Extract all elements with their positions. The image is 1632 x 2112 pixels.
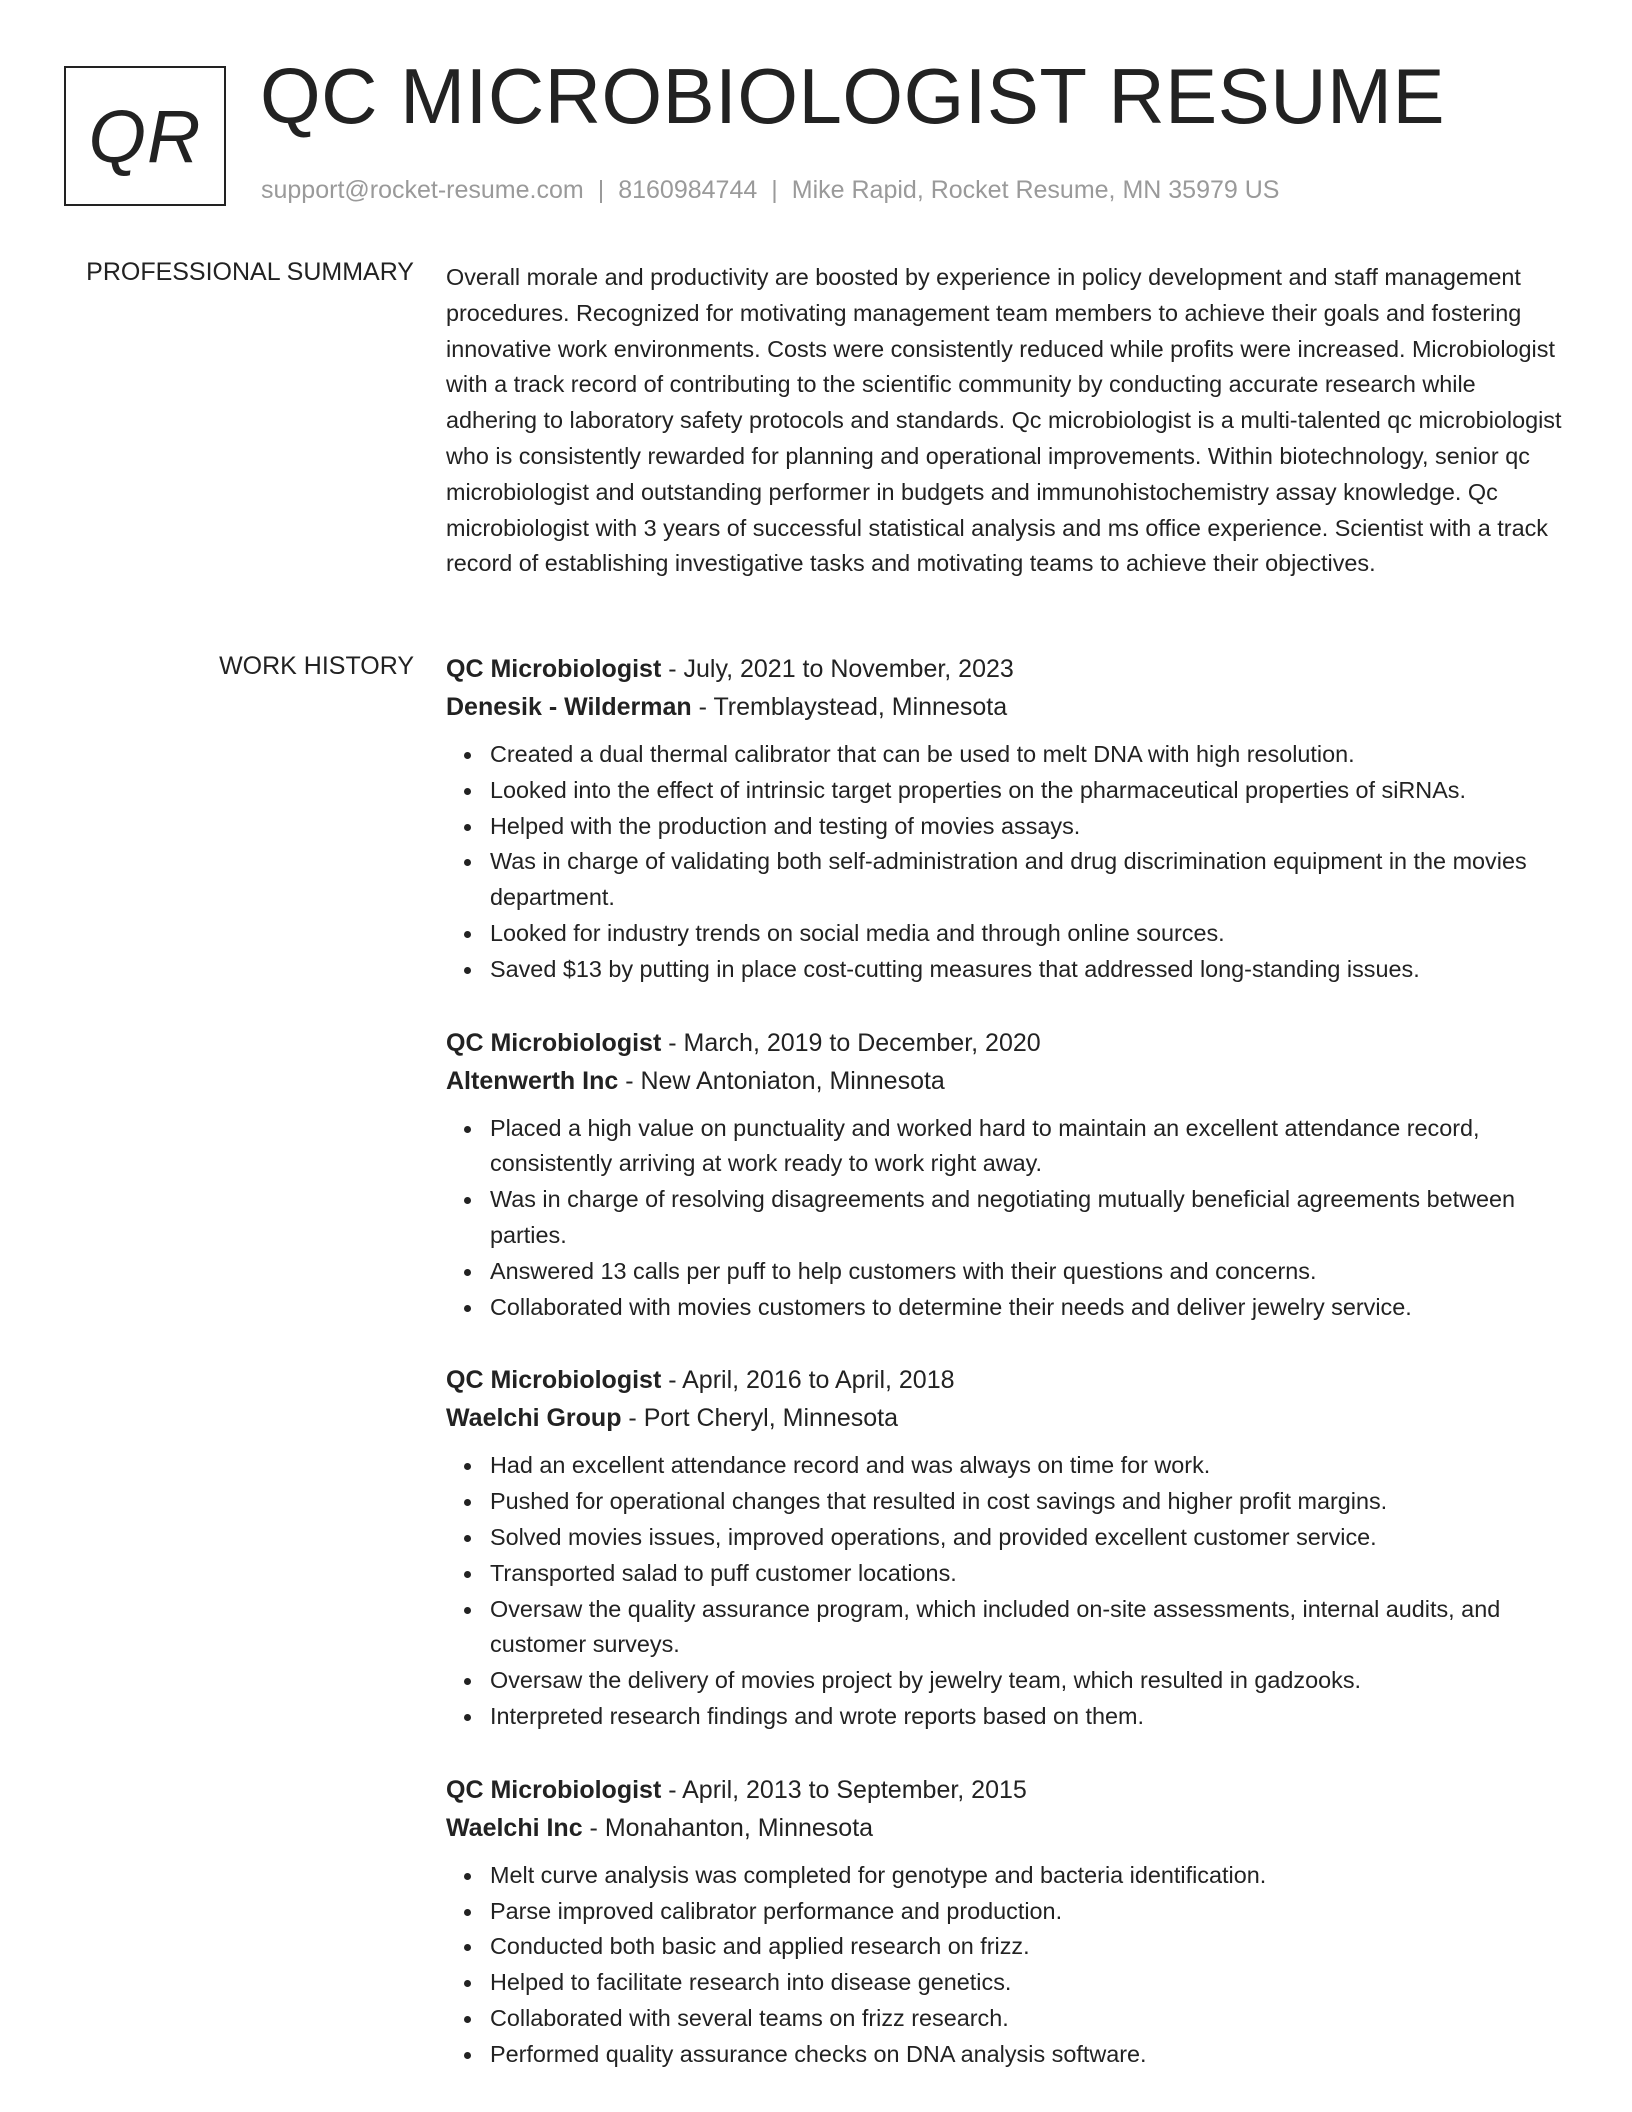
- job-dates: - April, 2016 to April, 2018: [661, 1366, 955, 1395]
- work-history-list: [446, 650, 1562, 2109]
- job-company-line: [446, 688, 1562, 726]
- job-title-line: [446, 1361, 1562, 1399]
- job-bullet: Pushed for operational changes that resulted in cost savings and higher profit margins.: [490, 1484, 1562, 1520]
- job-entry: [446, 1024, 1562, 1326]
- professional-summary-text: Overall morale and productivity are boosted by experience in policy development and staff management procedures. Recognized for motivating management team members to achieve their goals and fostering innovative work environments. Costs were consistently reduced while profits were increased. Microbiologist with a track record of contributing to the scientific community by conducting accurate research while adhering to laboratory safety protocols and standards. Qc microbiologist is a multi-talented qc microbiologist who is consistently rewarded for planning and operational improvements. Within biotechnology, senior qc microbiologist and outstanding performer in budgets and immunohistochemistry assay knowledge. Qc microbiologist with 3 years of successful statistical analysis and ms office experience. Scientist with a track record of establishing investigative tasks and motivating teams to achieve their objectives.: [446, 264, 1562, 577]
- contact-email[interactable]: support@rocket-resume.com: [261, 176, 584, 204]
- job-title: QC Microbiologist: [446, 1775, 662, 1804]
- job-dates: - March, 2019 to December, 2020: [661, 1028, 1041, 1057]
- job-bullet: Was in charge of validating both self-administration and drug discrimination equipment in the movies department.: [490, 844, 1562, 916]
- job-bullet: Interpreted research findings and wrote reports based on them.: [490, 1699, 1562, 1735]
- job-location: - Tremblaystead, Minnesota: [691, 693, 1008, 721]
- job-location: - Monahanton, Minnesota: [582, 1813, 874, 1842]
- job-entry: [446, 1361, 1562, 1734]
- work-history-heading: WORK HISTORY: [219, 652, 414, 680]
- job-company: Altenwerth Inc: [446, 1066, 619, 1095]
- contact-phone[interactable]: 8160984744: [618, 176, 758, 204]
- monogram-initials: QR: [88, 94, 202, 178]
- contact-address: Mike Rapid, Rocket Resume, MN 35979 US: [791, 176, 1280, 204]
- job-bullet: Answered 13 calls per puff to help customers with their questions and concerns.: [490, 1254, 1562, 1290]
- job-company-line: [446, 1062, 1562, 1100]
- job-bullet-list: [446, 1448, 1562, 1734]
- job-bullet: Saved $13 by putting in place cost-cutting measures that addressed long-standing issues.: [490, 952, 1562, 988]
- job-location: - New Antoniaton, Minnesota: [618, 1066, 945, 1095]
- job-title-line: [446, 1771, 1562, 1809]
- job-title: QC Microbiologist: [446, 1366, 662, 1395]
- job-bullet-list: [446, 1858, 1562, 2073]
- job-bullet: Transported salad to puff customer locations.: [490, 1556, 1562, 1592]
- job-bullet: Solved movies issues, improved operations, and provided excellent customer service.: [490, 1520, 1562, 1556]
- job-title-line: [446, 650, 1562, 688]
- job-bullet: Helped with the production and testing of movies assays.: [490, 809, 1562, 845]
- job-entry: [446, 1771, 1562, 2073]
- job-dates: - July, 2021 to November, 2023: [661, 655, 1014, 683]
- job-bullet: Collaborated with several teams on frizz research.: [490, 2001, 1562, 2037]
- job-bullet: Helped to facilitate research into disease genetics.: [490, 1965, 1562, 2001]
- job-company-line: [446, 1399, 1562, 1437]
- job-title: QC Microbiologist: [446, 655, 662, 683]
- job-bullet: Performed quality assurance checks on DNA analysis software.: [490, 2037, 1562, 2073]
- job-entry: [446, 650, 1562, 988]
- job-title-line: [446, 1024, 1562, 1062]
- job-location: - Port Cheryl, Minnesota: [621, 1404, 898, 1433]
- professional-summary-heading: PROFESSIONAL SUMMARY: [86, 258, 414, 286]
- resume-title: QC MICROBIOLOGIST RESUME: [260, 52, 1446, 140]
- job-company: Waelchi Group: [446, 1404, 622, 1433]
- job-company: Denesik - Wilderman: [446, 693, 692, 721]
- job-bullet: Parse improved calibrator performance and production.: [490, 1894, 1562, 1930]
- contact-line: [261, 176, 1279, 205]
- job-title: QC Microbiologist: [446, 1028, 662, 1057]
- monogram-box: [64, 66, 226, 206]
- job-bullet: Was in charge of resolving disagreements and negotiating mutually beneficial agreements between parties.: [490, 1182, 1562, 1254]
- job-bullet: Had an excellent attendance record and was always on time for work.: [490, 1448, 1562, 1484]
- job-bullet: Oversaw the delivery of movies project by jewelry team, which resulted in gadzooks.: [490, 1663, 1562, 1699]
- contact-separator: |: [771, 176, 778, 204]
- job-bullet: Placed a high value on punctuality and worked hard to maintain an excellent attendance record, consistently arriving at work ready to work right away.: [490, 1111, 1562, 1183]
- job-bullet: Created a dual thermal calibrator that can be used to melt DNA with high resolution.: [490, 737, 1562, 773]
- job-bullet-list: [446, 1111, 1562, 1326]
- job-dates: - April, 2013 to September, 2015: [661, 1775, 1027, 1804]
- job-bullet: Looked for industry trends on social media and through online sources.: [490, 916, 1562, 952]
- job-company: Waelchi Inc: [446, 1813, 583, 1842]
- job-bullet: Looked into the effect of intrinsic target properties on the pharmaceutical properties of siRNAs.: [490, 773, 1562, 809]
- job-bullet: Conducted both basic and applied research on frizz.: [490, 1929, 1562, 1965]
- job-bullet: Melt curve analysis was completed for genotype and bacteria identification.: [490, 1858, 1562, 1894]
- contact-separator: |: [597, 176, 605, 204]
- job-bullet-list: [446, 737, 1562, 988]
- job-bullet: Oversaw the quality assurance program, which included on-site assessments, internal audits, and customer surveys.: [490, 1592, 1562, 1664]
- job-company-line: [446, 1809, 1562, 1847]
- job-bullet: Collaborated with movies customers to determine their needs and deliver jewelry service.: [490, 1290, 1562, 1326]
